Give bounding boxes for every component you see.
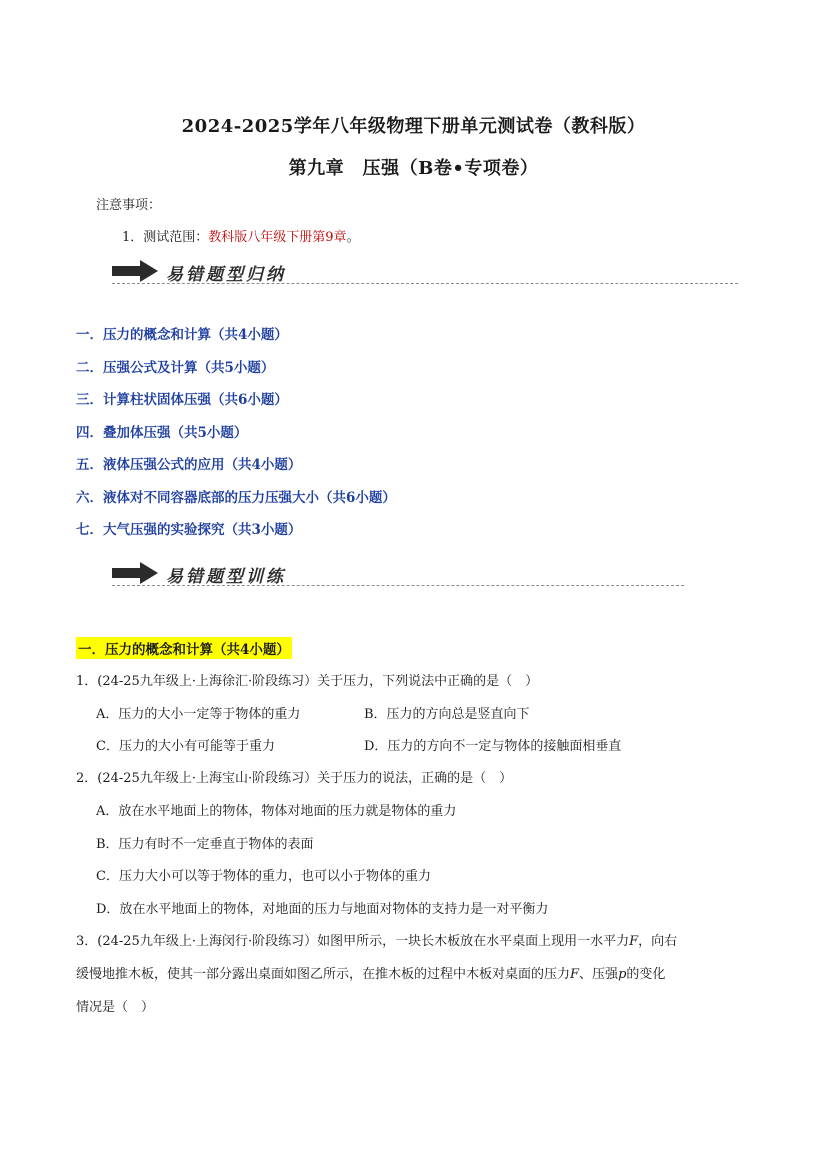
var-f: F: [629, 934, 639, 949]
training-banner: [112, 560, 684, 590]
q3-text: 、压强: [579, 967, 619, 982]
question-2-stem: 2．(24-25九年级上·上海宝山·阶段练习）关于压力的说法，正确的是（ ）: [76, 771, 513, 786]
training-banner-text: 易错题型训练: [166, 567, 286, 587]
question-1-stem: 1．(24-25九年级上·上海徐汇·阶段练习）关于压力，下列说法中正确的是（ ）: [76, 674, 539, 689]
q1-option-d[interactable]: D．压力的方向不一定与物体的接触面相垂直: [364, 739, 622, 754]
summary-banner-text: 易错题型归纳: [166, 265, 286, 285]
q2-option-b[interactable]: B．压力有时不一定垂直于物体的表面: [96, 837, 314, 852]
test-scope: [122, 226, 360, 245]
toc-item-3[interactable]: 三．计算柱状固体压强（共6小题）: [76, 392, 288, 408]
toc-item-4[interactable]: 四．叠加体压强（共5小题）: [76, 425, 248, 441]
q2-option-c[interactable]: C．压力大小可以等于物体的重力，也可以小于物体的重力: [96, 869, 431, 884]
q3-text: 3．(24-25九年级上·上海闵行·阶段练习）如图甲所示，一块长木板放在水平桌面上现用一水平力: [76, 934, 630, 949]
q3-text: 的变化: [626, 967, 666, 982]
var-p: p: [618, 967, 627, 982]
banner-divider: [112, 283, 738, 284]
q1-option-c[interactable]: C．压力的大小有可能等于重力: [96, 739, 275, 754]
toc-item-6[interactable]: 六．液体对不同容器底部的压力压强大小（共6小题）: [76, 490, 396, 506]
q2-option-d[interactable]: D．放在水平地面上的物体，对地面的压力与地面对物体的支持力是一对平衡力: [96, 902, 549, 917]
document-title: 2024-2025学年八年级物理下册单元测试卷（教科版）: [181, 116, 646, 137]
question-3-line-1: [76, 930, 677, 949]
q2-option-a[interactable]: A．放在水平地面上的物体，物体对地面的压力就是物体的重力: [96, 804, 457, 819]
q1-option-a[interactable]: A．压力的大小一定等于物体的重力: [96, 707, 301, 722]
scope-suffix: 。: [346, 230, 360, 245]
q3-text: ，向右: [638, 934, 678, 949]
q3-text: 缓慢地推木板，使其一部分露出桌面如图乙所示，在推木板的过程中木板对桌面的压力: [76, 967, 571, 982]
toc-item-5[interactable]: 五．液体压强公式的应用（共4小题）: [76, 457, 302, 473]
var-f: F: [570, 967, 580, 982]
arrow-icon: [112, 260, 162, 282]
toc-item-1[interactable]: 一．压力的概念和计算（共4小题）: [76, 327, 288, 343]
arrow-icon: [112, 562, 162, 584]
q1-option-b[interactable]: B．压力的方向总是竖直向下: [364, 707, 530, 722]
banner-divider: [112, 585, 684, 586]
toc-item-2[interactable]: 二．压强公式及计算（共5小题）: [76, 360, 275, 376]
toc-item-7[interactable]: 七．大气压强的实验探究（共3小题）: [76, 522, 302, 538]
question-3-line-2: [76, 963, 665, 982]
summary-banner: [112, 258, 738, 288]
question-3-line-3: 情况是（ ）: [76, 1000, 155, 1015]
scope-value: 教科版八年级下册第9章: [208, 230, 347, 245]
section-heading: 一．压力的概念和计算（共4小题）: [76, 637, 292, 659]
notice-label: 注意事项：: [96, 198, 162, 213]
scope-prefix: 1．测试范围：: [122, 230, 209, 245]
chapter-subtitle: 第九章 压强（B卷•专项卷）: [288, 158, 539, 179]
